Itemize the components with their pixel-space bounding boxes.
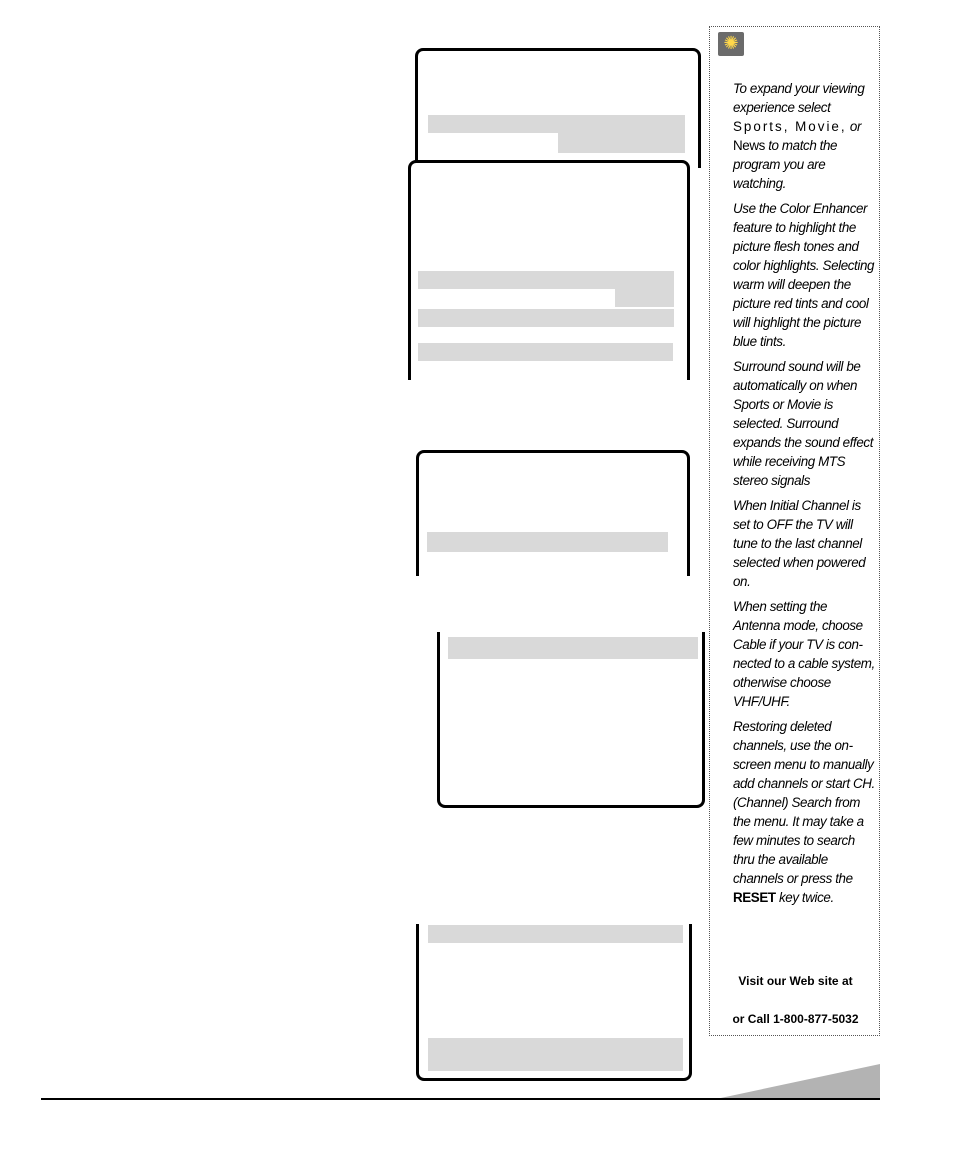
tip-text: Sports, Movie, [733, 119, 847, 134]
tip-surround: Surround sound will be automatically on when Sports or Movie is selected. Surround expands the sound effect while receiving MTS stereo signals [733, 359, 874, 488]
menu-highlight-row [428, 1038, 683, 1071]
menu-screen-4 [437, 632, 705, 808]
menu-screen-5 [416, 924, 692, 1081]
menu-highlight-row [427, 532, 668, 552]
bottom-rule [41, 1098, 880, 1100]
lightbulb-icon: ✺ [718, 32, 744, 56]
tip-text: key twice. [775, 890, 834, 905]
web-site-text: Visit our Web site at [738, 974, 853, 988]
menu-highlight-row [418, 309, 674, 327]
menu-highlight-row [448, 637, 698, 659]
menu-screen-2 [408, 160, 690, 380]
tip-restore-channels [733, 717, 875, 907]
corner-wedge [716, 1064, 880, 1099]
menu-highlight-row [428, 115, 685, 133]
menu-highlight-row [418, 271, 674, 289]
tips-sidebar [709, 26, 880, 1036]
tip-text: to match the program you are watching. [733, 138, 838, 191]
tip-initial-channel: When Initial Channel is set to OFF the TV will tune to the last channel selected when powered on. [733, 498, 866, 589]
menu-highlight-row [418, 343, 673, 361]
tip-color-enhancer: Use the Color Enhancer feature to highlight the picture flesh tones and color highlights. Selecting warm will deepen the picture red tints and cool will highlight the picture blue tints. [733, 201, 875, 349]
menu-screen-1 [415, 48, 701, 168]
menu-highlight-value [558, 133, 685, 153]
tip-text: RESET [733, 890, 776, 905]
menu-highlight-value [615, 289, 674, 307]
tip-text: Restoring deleted channels, use the on-screen menu to manually add channels or start CH. (Channel) Search from the menu. It may take a few minutes to search thru the available channels or press the [733, 719, 875, 886]
tip-text: To expand your viewing experience select [733, 81, 865, 115]
tip-viewing-mode [733, 79, 875, 193]
menu-screen-3 [416, 450, 690, 576]
tip-text: or [846, 119, 862, 134]
menu-highlight-row [428, 925, 683, 943]
tip-antenna: When setting the Antenna mode, choose Cable if your TV is con-nected to a cable system, otherwise choose VHF/UHF. [733, 599, 875, 709]
tip-text: News [733, 138, 765, 153]
tip-list [733, 79, 875, 913]
phone-text: or Call 1-800-877-5032 [732, 1012, 859, 1026]
